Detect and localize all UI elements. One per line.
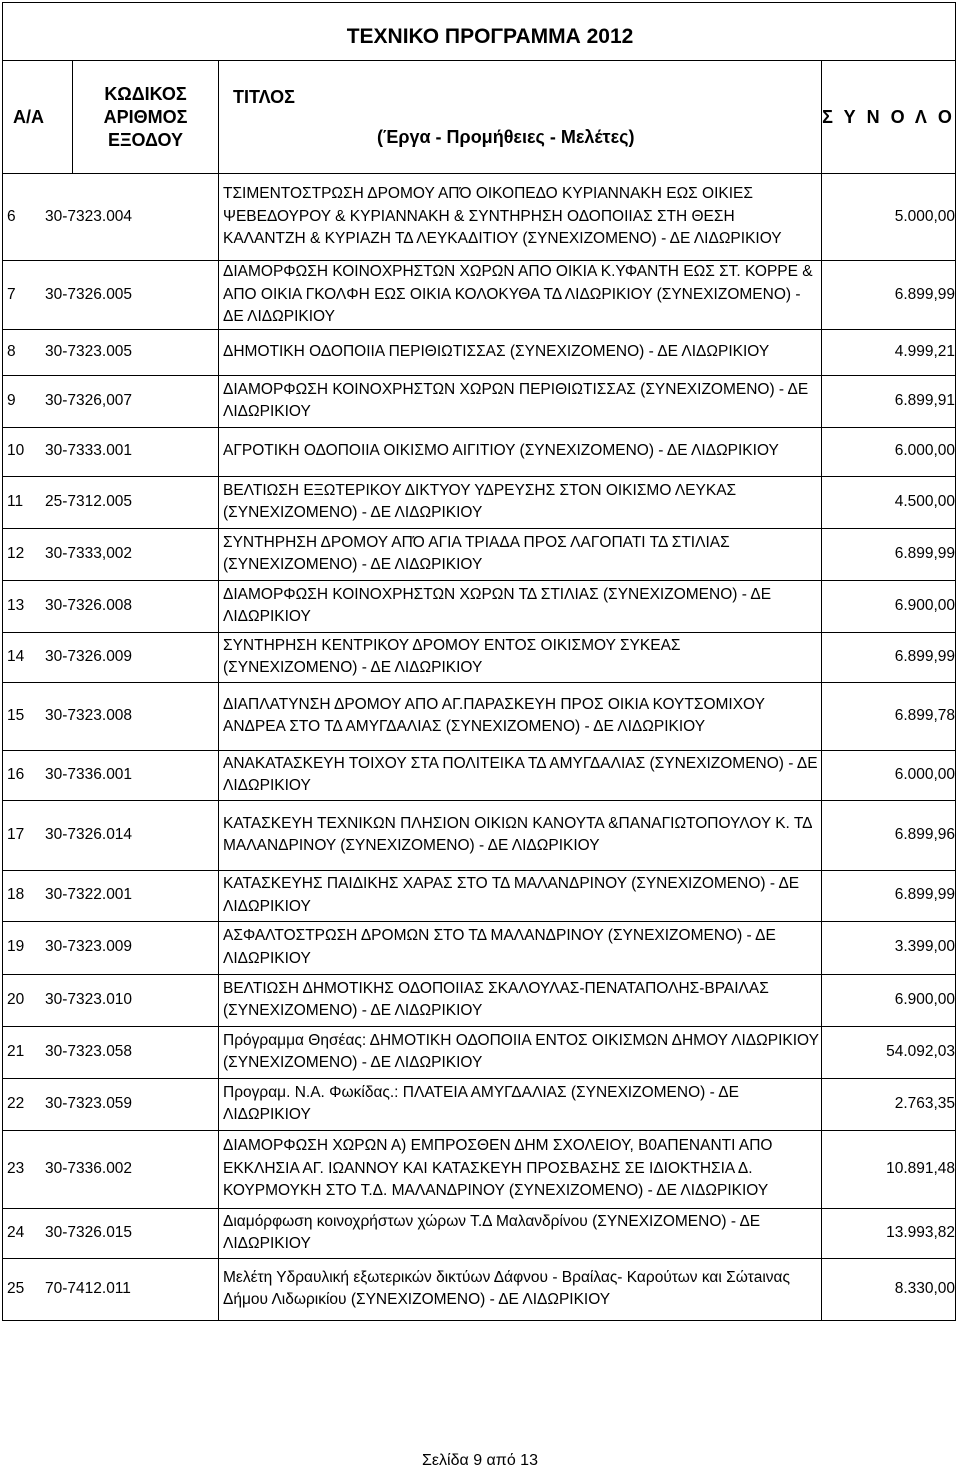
row-code: 30-7323.010 bbox=[45, 990, 133, 1008]
row-number: 16 bbox=[7, 765, 25, 783]
row-total: 3.399,00 bbox=[822, 921, 956, 974]
row-total: 10.891,48 bbox=[822, 1130, 956, 1208]
cell-aa-code bbox=[3, 1258, 219, 1320]
table-row bbox=[3, 1258, 956, 1320]
table-row bbox=[3, 632, 956, 682]
row-total: 6.000,00 bbox=[822, 750, 956, 800]
row-code: 30-7323.008 bbox=[45, 706, 133, 724]
row-total: 4.500,00 bbox=[822, 476, 956, 528]
row-code: 30-7326,007 bbox=[45, 391, 133, 409]
row-title: ΑΣΦΑΛΤΟΣΤΡΩΣΗ ΔΡΟΜΩΝ ΣΤΟ ΤΔ ΜΑΛΑΝΔΡΙΝΟΥ (ΣΥΝΕΧΙΖΟΜΕΝΟ) - ΔΕ ΛΙΔΩΡΙΚΙΟΥ bbox=[219, 921, 822, 974]
row-number: 22 bbox=[7, 1094, 25, 1112]
row-number: 23 bbox=[7, 1159, 25, 1177]
cell-aa-code bbox=[3, 1026, 219, 1078]
row-title: ΒΕΛΤΙΩΣΗ ΕΞΩΤΕΡΙΚΟΥ ΔΙΚΤΥΟΥ ΥΔΡΕΥΣΗΣ ΣΤΟΝ ΟΙΚΙΣΜΟ ΛΕΥΚΑΣ (ΣΥΝΕΧΙΖΟΜΕΝΟ) - ΔΕ ΛΙΔΩΡΙΚΙΟΥ bbox=[219, 476, 822, 528]
cell-aa-code bbox=[3, 974, 219, 1026]
row-code: 30-7323.005 bbox=[45, 342, 133, 360]
row-title: Διαμόρφωση κοινοχρήστων χώρων Τ.Δ Μαλανδρίνου (ΣΥΝΕΧΙΖΟΜΕΝΟ) - ΔΕ ΛΙΔΩΡΙΚΙΟΥ bbox=[219, 1208, 822, 1258]
table-row bbox=[3, 682, 956, 750]
row-title: ΚΑΤΑΣΚΕΥΗΣ ΠΑΙΔΙΚΗΣ ΧΑΡΑΣ ΣΤΟ ΤΔ ΜΑΛΑΝΔΡΙΝΟΥ (ΣΥΝΕΧΙΖΟΜΕΝΟ) - ΔΕ ΛΙΔΩΡΙΚΙΟΥ bbox=[219, 870, 822, 921]
row-code: 30-7322.001 bbox=[45, 886, 133, 904]
row-title: ΔΙΑΜΟΡΦΩΣΗ ΚΟΙΝΟΧΡΗΣΤΩΝ ΧΩΡΩΝ ΤΔ ΣΤΙΛΙΑΣ (ΣΥΝΕΧΙΖΟΜΕΝΟ) - ΔΕ ΛΙΔΩΡΙΚΙΟΥ bbox=[219, 580, 822, 632]
row-number: 20 bbox=[7, 990, 25, 1008]
table-body bbox=[3, 174, 956, 1321]
header-code-line3: ΕΞΟΔΟΥ bbox=[107, 129, 184, 150]
row-total: 2.763,35 bbox=[822, 1078, 956, 1130]
header-total: Σ Υ Ν Ο Λ Ο bbox=[822, 61, 956, 174]
row-number: 19 bbox=[7, 938, 25, 956]
row-title: ΣΥΝΤΗΡΗΣΗ ΚΕΝΤΡΙΚΟΥ ΔΡΟΜΟΥ ΕΝΤΟΣ ΟΙΚΙΣΜΟΥ ΣΥΚΕΑΣ (ΣΥΝΕΧΙΖΟΜΕΝΟ) - ΔΕ ΛΙΔΩΡΙΚΙΟΥ bbox=[219, 632, 822, 682]
row-code: 30-7326.015 bbox=[45, 1223, 133, 1241]
table-row bbox=[3, 580, 956, 632]
row-total: 13.993,82 bbox=[822, 1208, 956, 1258]
row-number: 17 bbox=[7, 825, 25, 843]
row-total: 6.899,99 bbox=[822, 528, 956, 580]
row-code: 30-7333,002 bbox=[45, 544, 133, 562]
row-code: 25-7312.005 bbox=[45, 492, 133, 510]
table-row bbox=[3, 1078, 956, 1130]
row-total: 6.900,00 bbox=[822, 580, 956, 632]
row-code: 30-7326.008 bbox=[45, 596, 133, 614]
header-code-line1: ΚΩΔΙΚΟΣ bbox=[104, 83, 187, 104]
row-title: ΒΕΛΤΙΩΣΗ ΔΗΜΟΤΙΚΗΣ ΟΔΟΠΟΙΙΑΣ ΣΚΑΛΟΥΛΑΣ-ΠΕΝΑΤΑΠΟΛΗΣ-ΒΡΑΙΛΑΣ (ΣΥΝΕΧΙΖΟΜΕΝΟ) - ΔΕ ΛΙΔΩΡΙΚΙΟΥ bbox=[219, 974, 822, 1026]
row-total: 8.330,00 bbox=[822, 1258, 956, 1320]
row-code: 30-7333.001 bbox=[45, 442, 133, 460]
table-row bbox=[3, 800, 956, 870]
row-title: ΚΑΤΑΣΚΕΥΗ ΤΕΧΝΙΚΩΝ ΠΛΗΣΙΟΝ ΟΙΚΙΩΝ ΚΑΝΟΥΤΑ &ΠΑΝΑΓΙΩΤΟΠΟΥΛΟΥ Κ. ΤΔ ΜΑΛΑΝΔΡΙΝΟΥ (ΣΥΝΕΧΙΖΟΜΕΝΟ) - ΔΕ ΛΙΔΩΡΙΚΙΟΥ bbox=[219, 800, 822, 870]
row-total: 6.899,99 bbox=[822, 632, 956, 682]
row-title: ΔΙΑΜΟΡΦΩΣΗ ΚΟΙΝΟΧΡΗΣΤΩΝ ΧΩΡΩΝ ΑΠΟ ΟΙΚΙΑ Κ.ΥΦΑΝΤΗ ΕΩΣ ΣΤ. ΚΟΡΡΕ & ΑΠΟ ΟΙΚΙΑ ΓΚΟΛΦΗ ΕΩΣ ΟΙΚΙΑ ΚΟΛΟΚΥΘΑ ΤΔ ΛΙΔΩΡΙΚΙΟΥ (ΣΥΝΕΧΙΖΟΜΕΝΟ) - ΔΕ ΛΙΔΩΡΙΚΙΟΥ bbox=[219, 261, 822, 330]
table-row bbox=[3, 1208, 956, 1258]
header-title-line1: ΤΙΤΛΟΣ bbox=[233, 87, 295, 107]
table-row bbox=[3, 174, 956, 261]
row-total: 6.899,99 bbox=[822, 870, 956, 921]
row-number: 25 bbox=[7, 1279, 25, 1297]
table-row bbox=[3, 974, 956, 1026]
row-code: 30-7323.009 bbox=[45, 938, 133, 956]
row-number: 14 bbox=[7, 647, 25, 665]
cell-aa-code bbox=[3, 632, 219, 682]
table-row bbox=[3, 921, 956, 974]
row-title: ΔΙΑΜΟΡΦΩΣΗ ΚΟΙΝΟΧΡΗΣΤΩΝ ΧΩΡΩΝ ΠΕΡΙΘΙΩΤΙΣΣΑΣ (ΣΥΝΕΧΙΖΟΜΕΝΟ) - ΔΕ ΛΙΔΩΡΙΚΙΟΥ bbox=[219, 375, 822, 427]
row-number: 24 bbox=[7, 1223, 25, 1241]
row-title: ΑΝΑΚΑΤΑΣΚΕΥΗ ΤΟΙΧΟΥ ΣΤΑ ΠΟΛΙΤΕΙΚΑ ΤΔ ΑΜΥΓΔΑΛΙΑΣ (ΣΥΝΕΧΙΖΟΜΕΝΟ) - ΔΕ ΛΙΔΩΡΙΚΙΟΥ bbox=[219, 750, 822, 800]
row-title: ΑΓΡΟΤΙΚΗ ΟΔΟΠΟΙΙΑ ΟΙΚΙΣΜΟ ΑΙΓΙΤΙΟΥ (ΣΥΝΕΧΙΖΟΜΕΝΟ) - ΔΕ ΛΙΔΩΡΙΚΙΟΥ bbox=[219, 427, 822, 476]
table-row bbox=[3, 750, 956, 800]
header-title-line2: (Έργα - Προμήθειες - Μελέτες) bbox=[377, 127, 635, 147]
table-row bbox=[3, 329, 956, 375]
row-number: 13 bbox=[7, 596, 25, 614]
row-total: 6.899,96 bbox=[822, 800, 956, 870]
cell-aa-code bbox=[3, 528, 219, 580]
row-title: ΤΣΙΜΕΝΤΟΣΤΡΩΣΗ ΔΡΟΜΟΥ ΑΠΌ ΟΙΚΟΠΕΔΟ ΚΥΡΙΑΝΝΑΚΗ ΕΩΣ ΟΙΚΙΕΣ ΨΕΒΕΔΟΥΡΟΥ & ΚΥΡΙΑΝΝΑΚΗ & ΣΥΝΤΗΡΗΣΗ ΟΔΟΠΟΙΙΑΣ ΣΤΗ ΘΕΣΗ ΚΑΛΑΝΤΖΗ & ΚΥΡΙΑΖΗ ΤΔ ΛΕΥΚΑΔΙΤΙΟΥ (ΣΥΝΕΧΙΖΟΜΕΝΟ) - ΔΕ ΛΙΔΩΡΙΚΙΟΥ bbox=[219, 174, 822, 261]
header-code bbox=[73, 61, 219, 174]
program-sheet bbox=[2, 2, 955, 1321]
row-number: 10 bbox=[7, 442, 25, 460]
cell-aa-code bbox=[3, 1208, 219, 1258]
table-row bbox=[3, 375, 956, 427]
row-total: 6.899,99 bbox=[822, 261, 956, 330]
row-title: ΔΙΑΜΟΡΦΩΣΗ ΧΩΡΩΝ Α) ΕΜΠΡΟΣΘΕΝ ΔΗΜ ΣΧΟΛΕΙΟΥ, Β0ΑΠΕΝΑΝΤΙ ΑΠΟ ΕΚΚΛΗΣΙΑ ΑΓ. ΙΩΑΝΝΟΥ ΚΑΙ ΚΑΤΑΣΚΕΥΗ ΠΡΟΣΒΑΣΗΣ ΣΕ ΙΔΙΟΚΤΗΣΙΑ Δ. ΚΟΥΡΜΟΥΚΗ ΣΤΟ Τ.Δ. ΜΑΛΑΝΔΡΙΝΟΥ (ΣΥΝΕΧΙΖΟΜΕΝΟ) - ΔΕ ΛΙΔΩΡΙΚΙΟΥ bbox=[219, 1130, 822, 1208]
row-number: 18 bbox=[7, 886, 25, 904]
table-row bbox=[3, 870, 956, 921]
table-row bbox=[3, 261, 956, 330]
row-total: 6.900,00 bbox=[822, 974, 956, 1026]
row-code: 30-7336.001 bbox=[45, 765, 133, 783]
row-title: ΔΗΜΟΤΙΚΗ ΟΔΟΠΟΙΙΑ ΠΕΡΙΘΙΩΤΙΣΣΑΣ (ΣΥΝΕΧΙΖΟΜΕΝΟ) - ΔΕ ΛΙΔΩΡΙΚΙΟΥ bbox=[219, 329, 822, 375]
row-code: 70-7412.011 bbox=[45, 1279, 131, 1297]
row-total: 6.899,78 bbox=[822, 682, 956, 750]
cell-aa-code bbox=[3, 921, 219, 974]
header-aa: Α/Α bbox=[3, 61, 73, 174]
row-code: 30-7323.058 bbox=[45, 1042, 133, 1060]
cell-aa-code bbox=[3, 375, 219, 427]
row-total: 4.999,21 bbox=[822, 329, 956, 375]
cell-aa-code bbox=[3, 682, 219, 750]
row-number: 12 bbox=[7, 544, 25, 562]
row-code: 30-7326.009 bbox=[45, 647, 133, 665]
row-total: 5.000,00 bbox=[822, 174, 956, 261]
row-title: Μελέτη Υδραυλική εξωτερικών δικτύων Δάφνου - Βραίλας- Καρούτων και Σώτaινας Δήμου Λιδωρικίου (ΣΥΝΕΧΙΖΟΜΕΝΟ) - ΔΕ ΛΙΔΩΡΙΚΙΟΥ bbox=[219, 1258, 822, 1320]
cell-aa-code bbox=[3, 174, 219, 261]
row-number: 21 bbox=[7, 1042, 25, 1060]
row-total: 6.899,91 bbox=[822, 375, 956, 427]
row-title: Πρόγραμμα Θησέας: ΔΗΜΟΤΙΚΗ ΟΔΟΠΟΙΙΑ ΕΝΤΟΣ ΟΙΚΙΣΜΩΝ ΔΗΜΟΥ ΛΙΔΩΡΙΚΙΟΥ (ΣΥΝΕΧΙΖΟΜΕΝΟ) - ΔΕ ΛΙΔΩΡΙΚΙΟΥ bbox=[219, 1026, 822, 1078]
cell-aa-code bbox=[3, 427, 219, 476]
row-number: 9 bbox=[7, 391, 16, 409]
row-code: 30-7323.059 bbox=[45, 1094, 133, 1112]
row-number: 11 bbox=[7, 492, 24, 510]
header-code-line2: ΑΡΙΘΜΟΣ bbox=[103, 106, 188, 127]
row-number: 6 bbox=[7, 207, 16, 225]
header-title bbox=[219, 61, 822, 174]
cell-aa-code bbox=[3, 1130, 219, 1208]
cell-aa-code bbox=[3, 750, 219, 800]
row-code: 30-7323.004 bbox=[45, 207, 133, 225]
row-code: 30-7336.002 bbox=[45, 1159, 133, 1177]
row-title: Προγραμ. Ν.Α. Φωκίδας.: ΠΛΑΤΕΙΑ ΑΜΥΓΔΑΛΙΑΣ (ΣΥΝΕΧΙΖΟΜΕΝΟ) - ΔΕ ΛΙΔΩΡΙΚΙΟΥ bbox=[219, 1078, 822, 1130]
row-code: 30-7326.014 bbox=[45, 825, 133, 843]
table-row bbox=[3, 476, 956, 528]
row-title: ΣΥΝΤΗΡΗΣΗ ΔΡΟΜΟΥ ΑΠΌ ΑΓΙΑ ΤΡΙΑΔΑ ΠΡΟΣ ΛΑΓΟΠΑΤΙ ΤΔ ΣΤΙΛΙΑΣ (ΣΥΝΕΧΙΖΟΜΕΝΟ) - ΔΕ ΛΙΔΩΡΙΚΙΟΥ bbox=[219, 528, 822, 580]
page-footer: Σελίδα 9 από 13 bbox=[422, 1452, 538, 1469]
row-number: 8 bbox=[7, 342, 16, 360]
row-number: 15 bbox=[7, 706, 25, 724]
page-title: ΤΕΧΝΙΚΟ ΠΡΟΓΡΑΜΜΑ 2012 bbox=[3, 3, 956, 61]
cell-aa-code bbox=[3, 329, 219, 375]
table-row bbox=[3, 528, 956, 580]
row-title: ΔΙΑΠΛΑΤΥΝΣΗ ΔΡΟΜΟΥ ΑΠΟ ΑΓ.ΠΑΡΑΣΚΕΥΗ ΠΡΟΣ ΟΙΚΙΑ ΚΟΥΤΣΟΜΙΧΟΥ ΑΝΔΡΕΑ ΣΤΟ ΤΔ ΑΜΥΓΔΑΛΙΑΣ (ΣΥΝΕΧΙΖΟΜΕΝΟ) - ΔΕ ΛΙΔΩΡΙΚΙΟΥ bbox=[219, 682, 822, 750]
cell-aa-code bbox=[3, 476, 219, 528]
table-row bbox=[3, 427, 956, 476]
row-total: 54.092,03 bbox=[822, 1026, 956, 1078]
cell-aa-code bbox=[3, 1078, 219, 1130]
cell-aa-code bbox=[3, 261, 219, 330]
cell-aa-code bbox=[3, 580, 219, 632]
row-number: 7 bbox=[7, 285, 16, 303]
cell-aa-code bbox=[3, 870, 219, 921]
row-code: 30-7326.005 bbox=[45, 285, 133, 303]
program-table bbox=[2, 2, 956, 1321]
table-row bbox=[3, 1026, 956, 1078]
cell-aa-code bbox=[3, 800, 219, 870]
row-total: 6.000,00 bbox=[822, 427, 956, 476]
table-row bbox=[3, 1130, 956, 1208]
